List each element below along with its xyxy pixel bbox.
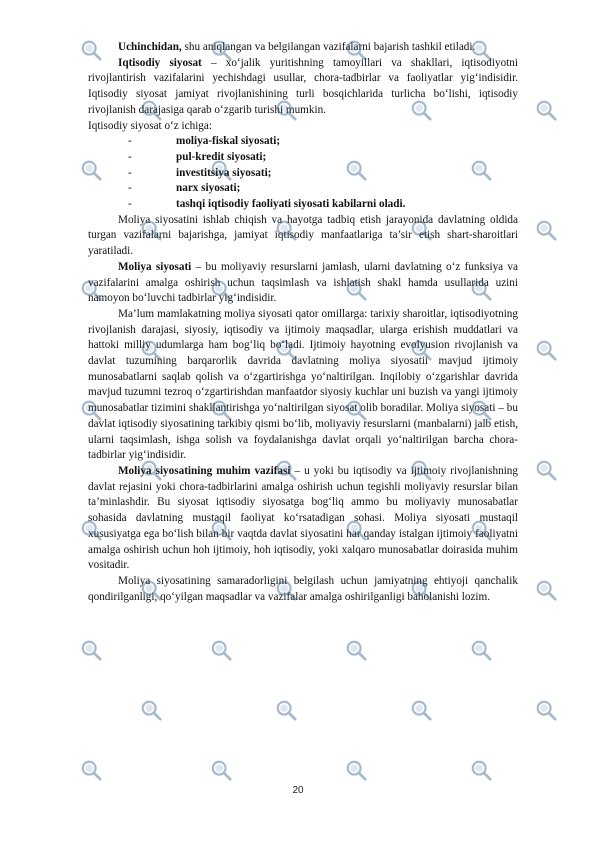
magnifier-logo-icon bbox=[210, 640, 272, 660]
list-item bbox=[128, 197, 518, 213]
paragraph-lead: Iqtisodiy siyosat bbox=[118, 56, 202, 69]
paragraph-4 bbox=[88, 213, 518, 260]
paragraph-7 bbox=[88, 464, 518, 574]
list-dash: - bbox=[128, 198, 132, 211]
magnifier-logo-icon bbox=[80, 760, 142, 780]
list-item bbox=[128, 150, 518, 166]
paragraph-text: shu aniqlangan va belgilangan vazifalarni bajarish tashkil etiladi. bbox=[181, 41, 476, 53]
paragraph-lead: Moliya siyosatining muhim vazifasi bbox=[118, 464, 291, 477]
list-item-text: narx siyosati; bbox=[176, 182, 241, 195]
magnifier-logo-icon bbox=[410, 700, 472, 720]
paragraph-lead: Uchinchidan, bbox=[118, 41, 182, 53]
magnifier-logo-icon bbox=[535, 220, 596, 240]
paragraph-3 bbox=[88, 119, 518, 135]
magnifier-logo-icon bbox=[80, 640, 142, 660]
page-number: 20 bbox=[292, 785, 304, 796]
magnifier-logo-icon bbox=[345, 760, 407, 780]
paragraph-lead: Moliya siyosati bbox=[118, 260, 192, 273]
magnifier-logo-icon bbox=[535, 340, 596, 360]
magnifier-logo-icon bbox=[345, 640, 407, 660]
list-item bbox=[128, 181, 518, 197]
list-item-text: pul-kredit siyosati; bbox=[176, 150, 267, 163]
magnifier-logo-icon bbox=[535, 100, 596, 120]
paragraph-2 bbox=[88, 56, 518, 119]
magnifier-logo-icon bbox=[535, 700, 596, 720]
paragraph-text: – u yoki bu iqtisodiy va ijtimoiy rivojlanishning davlat rejasini yoki chora-tadbirlarini amalga oshirish uchun tegishli moliyaviy resurslar bilan ta’minlashdir. Bu siyosat iqtisodiy siyosatga bog‘liq ammo bu moliyaviy munosabatlar sohasida davlatning mustaqil faoliyat ko‘rsatadigan sohasi. Moliya siyosati mustaqil xususiyatga ega bo‘lish bilan bir vaqtda davlat siyosatini har qanday istalgan ijtimoiy faoliyatni amalga oshirish uchun hoh ijtimoiy, hoh iqtisodiy, yoki xalqaro munosabatlar doirasida muhim vositadir. bbox=[88, 464, 518, 572]
paragraph-text: Moliya siyosatini ishlab chiqish va hayotga tadbiq etish jarayonida davlatning oldida turgan vazifalarni bajarishga, jamiyat iqtisodiy manfaatlariga ta’sir etish shart-sharoitlari yaratiladi. bbox=[88, 213, 518, 258]
magnifier-logo-icon bbox=[535, 460, 596, 480]
paragraph-5 bbox=[88, 260, 518, 307]
magnifier-logo-icon bbox=[470, 640, 532, 660]
magnifier-logo-icon bbox=[535, 580, 596, 600]
paragraph-text: Ma’lum mamlakatning moliya siyosati qator omillarga: tarixiy sharoitlar, iqtisodiyotning rivojlanish darajasi, siyosiy, iqtisodiy va ijtimoiy maqsadlar, ularga erishish muddatlari va hattoki milliy udumlarga ham bog‘liq bo‘ladi. Ijtimoiy hayotning evolyusion rivojlanish va davlat tuzumining barqarorlik davrida davlatning moliya siyosatii mavjud ijtimoiy munosabatlarni saqlab qolish va o‘zgartirishga yo‘naltirilgan. Inqilobiy o‘zgarishlar davrida mavjud tuzumni tezroq o‘zgartirishdan manfaatdor siyosiy kuchlar uni buzish va yangi ijtimoiy munosabatlar tizimini shakllantirishga yo‘naltirilgan siyosat olib boradilar. Moliya siyosati – bu davlat iqtisodiy siyosatining tarkibiy qismi bo‘lib, moliyaviy resurslarni (manbalarni) jalb etish, ularni taqsimlash, ishga solish va foydalanishga davlat orqali yo‘naltirilgan barcha chora-tadbirlar yig‘indisidir. bbox=[88, 307, 518, 462]
list-item-text: tashqi iqtisodiy faoliyati siyosati kabilarni oladi. bbox=[176, 198, 406, 211]
paragraph-text: Iqtisodiy siyosat o‘z ichiga: bbox=[88, 119, 212, 132]
magnifier-logo-icon bbox=[140, 700, 202, 720]
list-dash: - bbox=[128, 182, 132, 195]
list-item-text: moliya-fiskal siyosati; bbox=[176, 135, 281, 148]
magnifier-logo-icon bbox=[210, 760, 272, 780]
policy-list bbox=[88, 134, 518, 213]
paragraph-8 bbox=[88, 574, 518, 605]
paragraph-text: Moliya siyosatining samaradorligini belgilash uchun jamiyatning ehtiyoji qanchalik qondirilganligi, qo‘yilgan maqsadlar va vazifalar amalga oshirilganligi baholanishi lozim. bbox=[88, 574, 518, 603]
paragraph-6 bbox=[88, 307, 518, 464]
list-item-text: investitsiya siyosati; bbox=[176, 166, 272, 179]
magnifier-logo-icon bbox=[275, 700, 337, 720]
paragraph-text: – xo‘jalik yuritishning tamoyillari va shakllari, iqtisodiyotni rivojlantirish vazifalarini yechishdagi usullar, chora-tadbirlar va faoliyatlar yig‘indisidir. Iqtisodiy siyosat jamiyat rivojlanishining turli bosqichlarida turlicha bo‘lishi, iqtisodiy rivojlanish darajasiga qarab o‘zgarib turishi mumkin. bbox=[88, 56, 518, 116]
magnifier-logo-icon bbox=[470, 760, 532, 780]
paragraph-1 bbox=[88, 40, 518, 56]
list-dash: - bbox=[128, 150, 132, 163]
paragraph-text: – bu moliyaviy resurslarni jamlash, ularni davlatning o‘z funksiya va vazifalarini amalga oshirish uchun taqsimlash va ishlatish shakl hamda usullarida uzini namoyon bo‘luvchi tadbirlar yig‘indisidir. bbox=[88, 260, 518, 305]
document-page bbox=[88, 40, 518, 605]
list-item bbox=[128, 134, 518, 150]
list-dash: - bbox=[128, 166, 132, 179]
list-dash: - bbox=[128, 135, 132, 148]
list-item bbox=[128, 166, 518, 182]
